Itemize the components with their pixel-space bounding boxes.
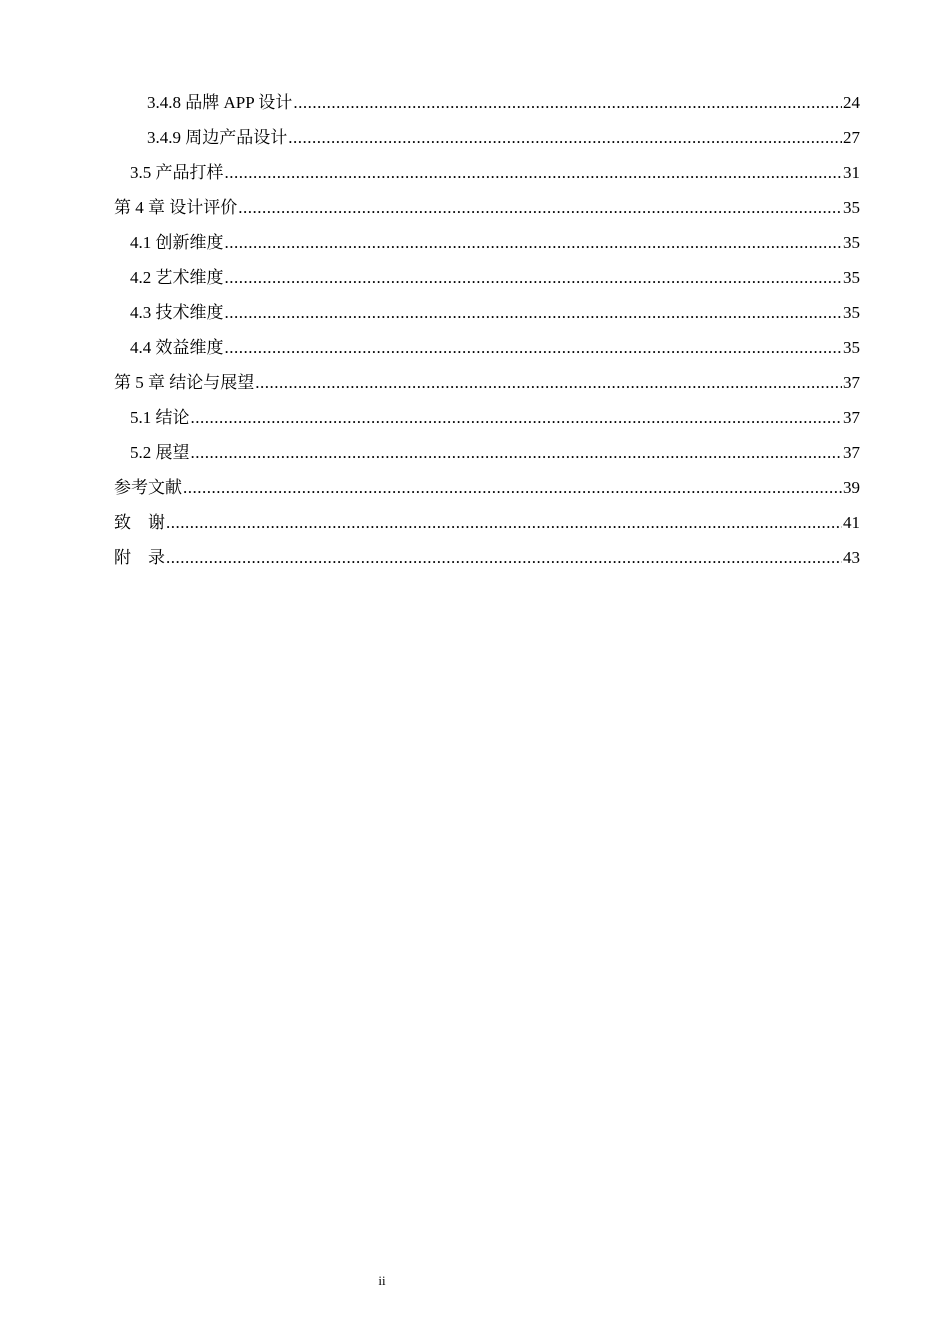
toc-entry-page: 24 [843, 93, 860, 112]
toc-entry[interactable] [114, 440, 860, 475]
toc-entry-label: 附 录 [114, 548, 165, 567]
toc-entry[interactable] [114, 195, 860, 230]
toc-entry[interactable] [114, 335, 860, 370]
toc-entry-label: 参考文献 [114, 478, 182, 497]
toc-leader-dots [183, 475, 842, 501]
toc-leader-dots [293, 90, 842, 116]
toc-leader-dots [255, 370, 842, 396]
toc-entry-label: 4.2 艺术维度 [130, 268, 224, 287]
toc-leader-dots [191, 405, 843, 431]
toc-leader-dots [225, 160, 843, 186]
toc-entry-label: 5.2 展望 [130, 443, 190, 462]
toc-entry-page: 35 [843, 303, 860, 322]
page-number: ii [378, 1273, 386, 1288]
toc-entry[interactable] [114, 300, 860, 335]
toc-entry-page: 35 [843, 233, 860, 252]
toc-entry[interactable] [114, 545, 860, 580]
toc-leader-dots [191, 440, 843, 466]
toc-entry[interactable] [114, 265, 860, 300]
toc-entry-page: 41 [843, 513, 860, 532]
toc-leader-dots [238, 195, 842, 221]
toc-entry[interactable] [114, 370, 860, 405]
toc-entry[interactable] [114, 510, 860, 545]
toc-leader-dots [225, 335, 843, 361]
toc-entry-page: 35 [843, 338, 860, 357]
toc-entry-label: 4.3 技术维度 [130, 303, 224, 322]
toc-entry-page: 35 [843, 198, 860, 217]
toc-entry-label: 4.1 创新维度 [130, 233, 224, 252]
toc-entry-page: 35 [843, 268, 860, 287]
toc-entry-page: 37 [843, 443, 860, 462]
toc-entry-page: 37 [843, 408, 860, 427]
toc-leader-dots [225, 265, 843, 291]
toc-leader-dots [225, 230, 843, 256]
toc-entry-page: 43 [843, 548, 860, 567]
toc-entry-label: 4.4 效益维度 [130, 338, 224, 357]
toc-leader-dots [166, 510, 842, 536]
toc-entry-label: 3.4.8 品牌 APP 设计 [147, 93, 293, 112]
toc-entry[interactable] [114, 230, 860, 265]
toc-entry-page: 31 [843, 163, 860, 182]
toc-entry-label: 致 谢 [114, 513, 165, 532]
toc-entry-page: 39 [843, 478, 860, 497]
toc-leader-dots [166, 545, 842, 571]
toc-entry-label: 5.1 结论 [130, 408, 190, 427]
toc-entry[interactable] [114, 405, 860, 440]
toc-leader-dots [288, 125, 842, 151]
toc-entry-label: 第 5 章 结论与展望 [114, 373, 255, 392]
toc-leader-dots [225, 300, 843, 326]
toc-entry-label: 第 4 章 设计评价 [114, 198, 238, 217]
toc-entry-label: 3.4.9 周边产品设计 [147, 128, 288, 147]
toc-entry-page: 27 [843, 128, 860, 147]
toc-entry[interactable] [114, 90, 860, 125]
toc-entry-page: 37 [843, 373, 860, 392]
table-of-contents [114, 90, 860, 580]
toc-entry[interactable] [114, 160, 860, 195]
toc-entry[interactable] [114, 125, 860, 160]
toc-entry[interactable] [114, 475, 860, 510]
toc-entry-label: 3.5 产品打样 [130, 163, 224, 182]
